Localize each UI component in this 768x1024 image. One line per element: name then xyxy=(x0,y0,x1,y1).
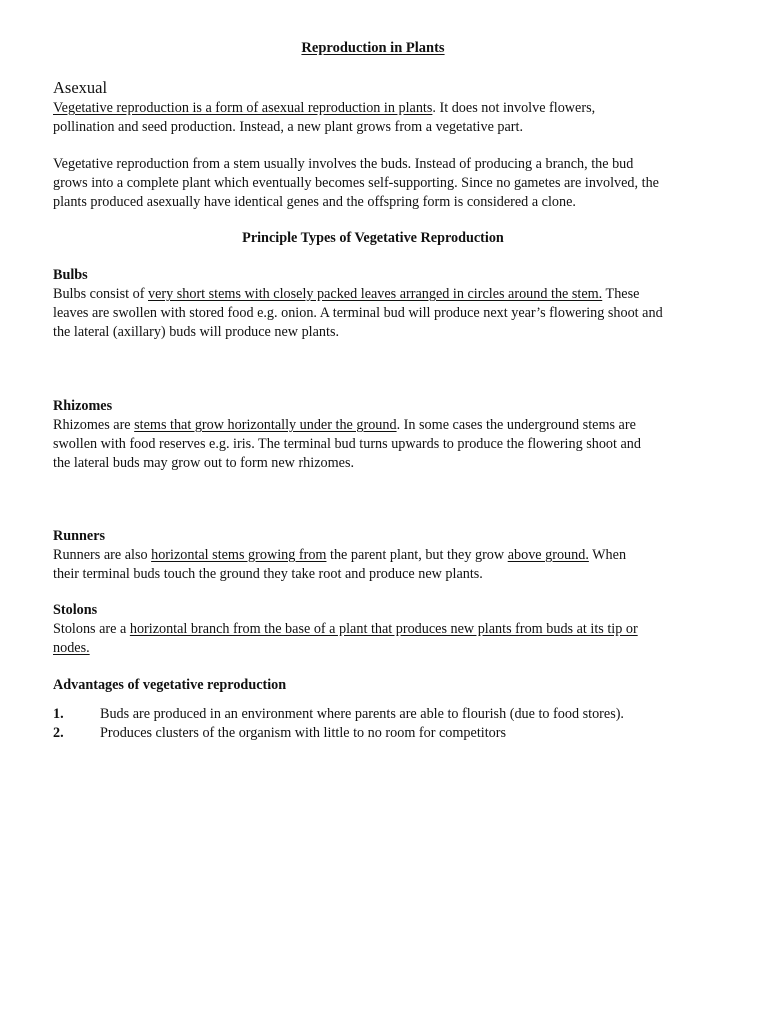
underlined-text: horizontal branch from the base of a plant that produces new plants from buds at its tip or xyxy=(129,621,638,637)
stolons-paragraph xyxy=(53,620,703,658)
underlined-text: Vegetative reproduction is a form of asexual reproduction in plants xyxy=(53,100,433,116)
paragraph-text: . In some cases the underground stems are xyxy=(396,417,636,433)
asexual-paragraph-2 xyxy=(53,155,703,211)
paragraph-text: swollen with food reserves e.g. iris. The terminal bud turns upwards to produce the flowering shoot and xyxy=(53,435,641,452)
advantages-heading: Advantages of vegetative reproduction xyxy=(53,677,287,693)
paragraph-text: the lateral buds may grow out to form new rhizomes. xyxy=(53,454,355,471)
underlined-text: nodes. xyxy=(53,639,90,656)
runners-heading: Runners xyxy=(53,528,106,544)
paragraph-text: Runners are also xyxy=(53,547,152,563)
underlined-text: very short stems with closely packed leaves arranged in circles around the stem. xyxy=(147,286,603,302)
paragraph-text: Rhizomes are xyxy=(53,417,135,433)
runners-paragraph xyxy=(53,546,703,584)
underlined-text: horizontal stems growing from xyxy=(151,547,327,563)
principle-types-heading: Principle Types of Vegetative Reproduction xyxy=(242,230,504,246)
asexual-paragraph-1 xyxy=(53,99,703,137)
rhizomes-heading: Rhizomes xyxy=(53,398,113,414)
rhizomes-paragraph xyxy=(53,416,703,472)
stolons-heading: Stolons xyxy=(53,602,98,618)
bulbs-heading: Bulbs xyxy=(53,267,88,283)
paragraph-text: the lateral (axillary) buds will produce new plants. xyxy=(53,323,340,340)
asexual-heading: Asexual xyxy=(53,78,108,97)
bulbs-paragraph xyxy=(53,285,703,341)
document-title: Reproduction in Plants xyxy=(301,40,445,56)
advantages-list xyxy=(53,705,713,743)
paragraph-text: These xyxy=(602,286,640,302)
paragraph-text: plants produced asexually have identical genes and the offspring form is considered a clone. xyxy=(53,193,576,210)
paragraph-text: pollination and seed production. Instead, a new plant grows from a vegetative part. xyxy=(53,118,524,135)
list-item-text: Produces clusters of the organism with little to no room for competitors xyxy=(100,724,506,741)
list-number: 2. xyxy=(53,724,64,741)
list-item xyxy=(53,724,713,743)
paragraph-text: leaves are swollen with stored food e.g. onion. A terminal bud will produce next year’s flowering shoot and xyxy=(53,304,663,321)
list-number: 1. xyxy=(53,706,64,722)
paragraph-text: grows into a complete plant which eventually becomes self-supporting. Since no gametes are involved, the xyxy=(53,174,659,191)
list-item-text: Buds are produced in an environment where parents are able to flourish (due to food stores). xyxy=(100,706,624,722)
list-item xyxy=(53,705,713,724)
underlined-text: stems that grow horizontally under the ground xyxy=(134,417,397,433)
paragraph-text: Vegetative reproduction from a stem usually involves the buds. Instead of producing a branch, the bud xyxy=(53,156,634,172)
paragraph-text: Bulbs consist of xyxy=(53,286,148,302)
paragraph-text: Stolons are a xyxy=(53,621,130,637)
paragraph-text: When xyxy=(588,547,627,563)
paragraph-text: the parent plant, but they grow xyxy=(326,547,508,563)
paragraph-text: their terminal buds touch the ground they take root and produce new plants. xyxy=(53,565,483,582)
paragraph-text: . It does not involve flowers, xyxy=(432,100,596,116)
underlined-text: above ground. xyxy=(507,547,589,563)
